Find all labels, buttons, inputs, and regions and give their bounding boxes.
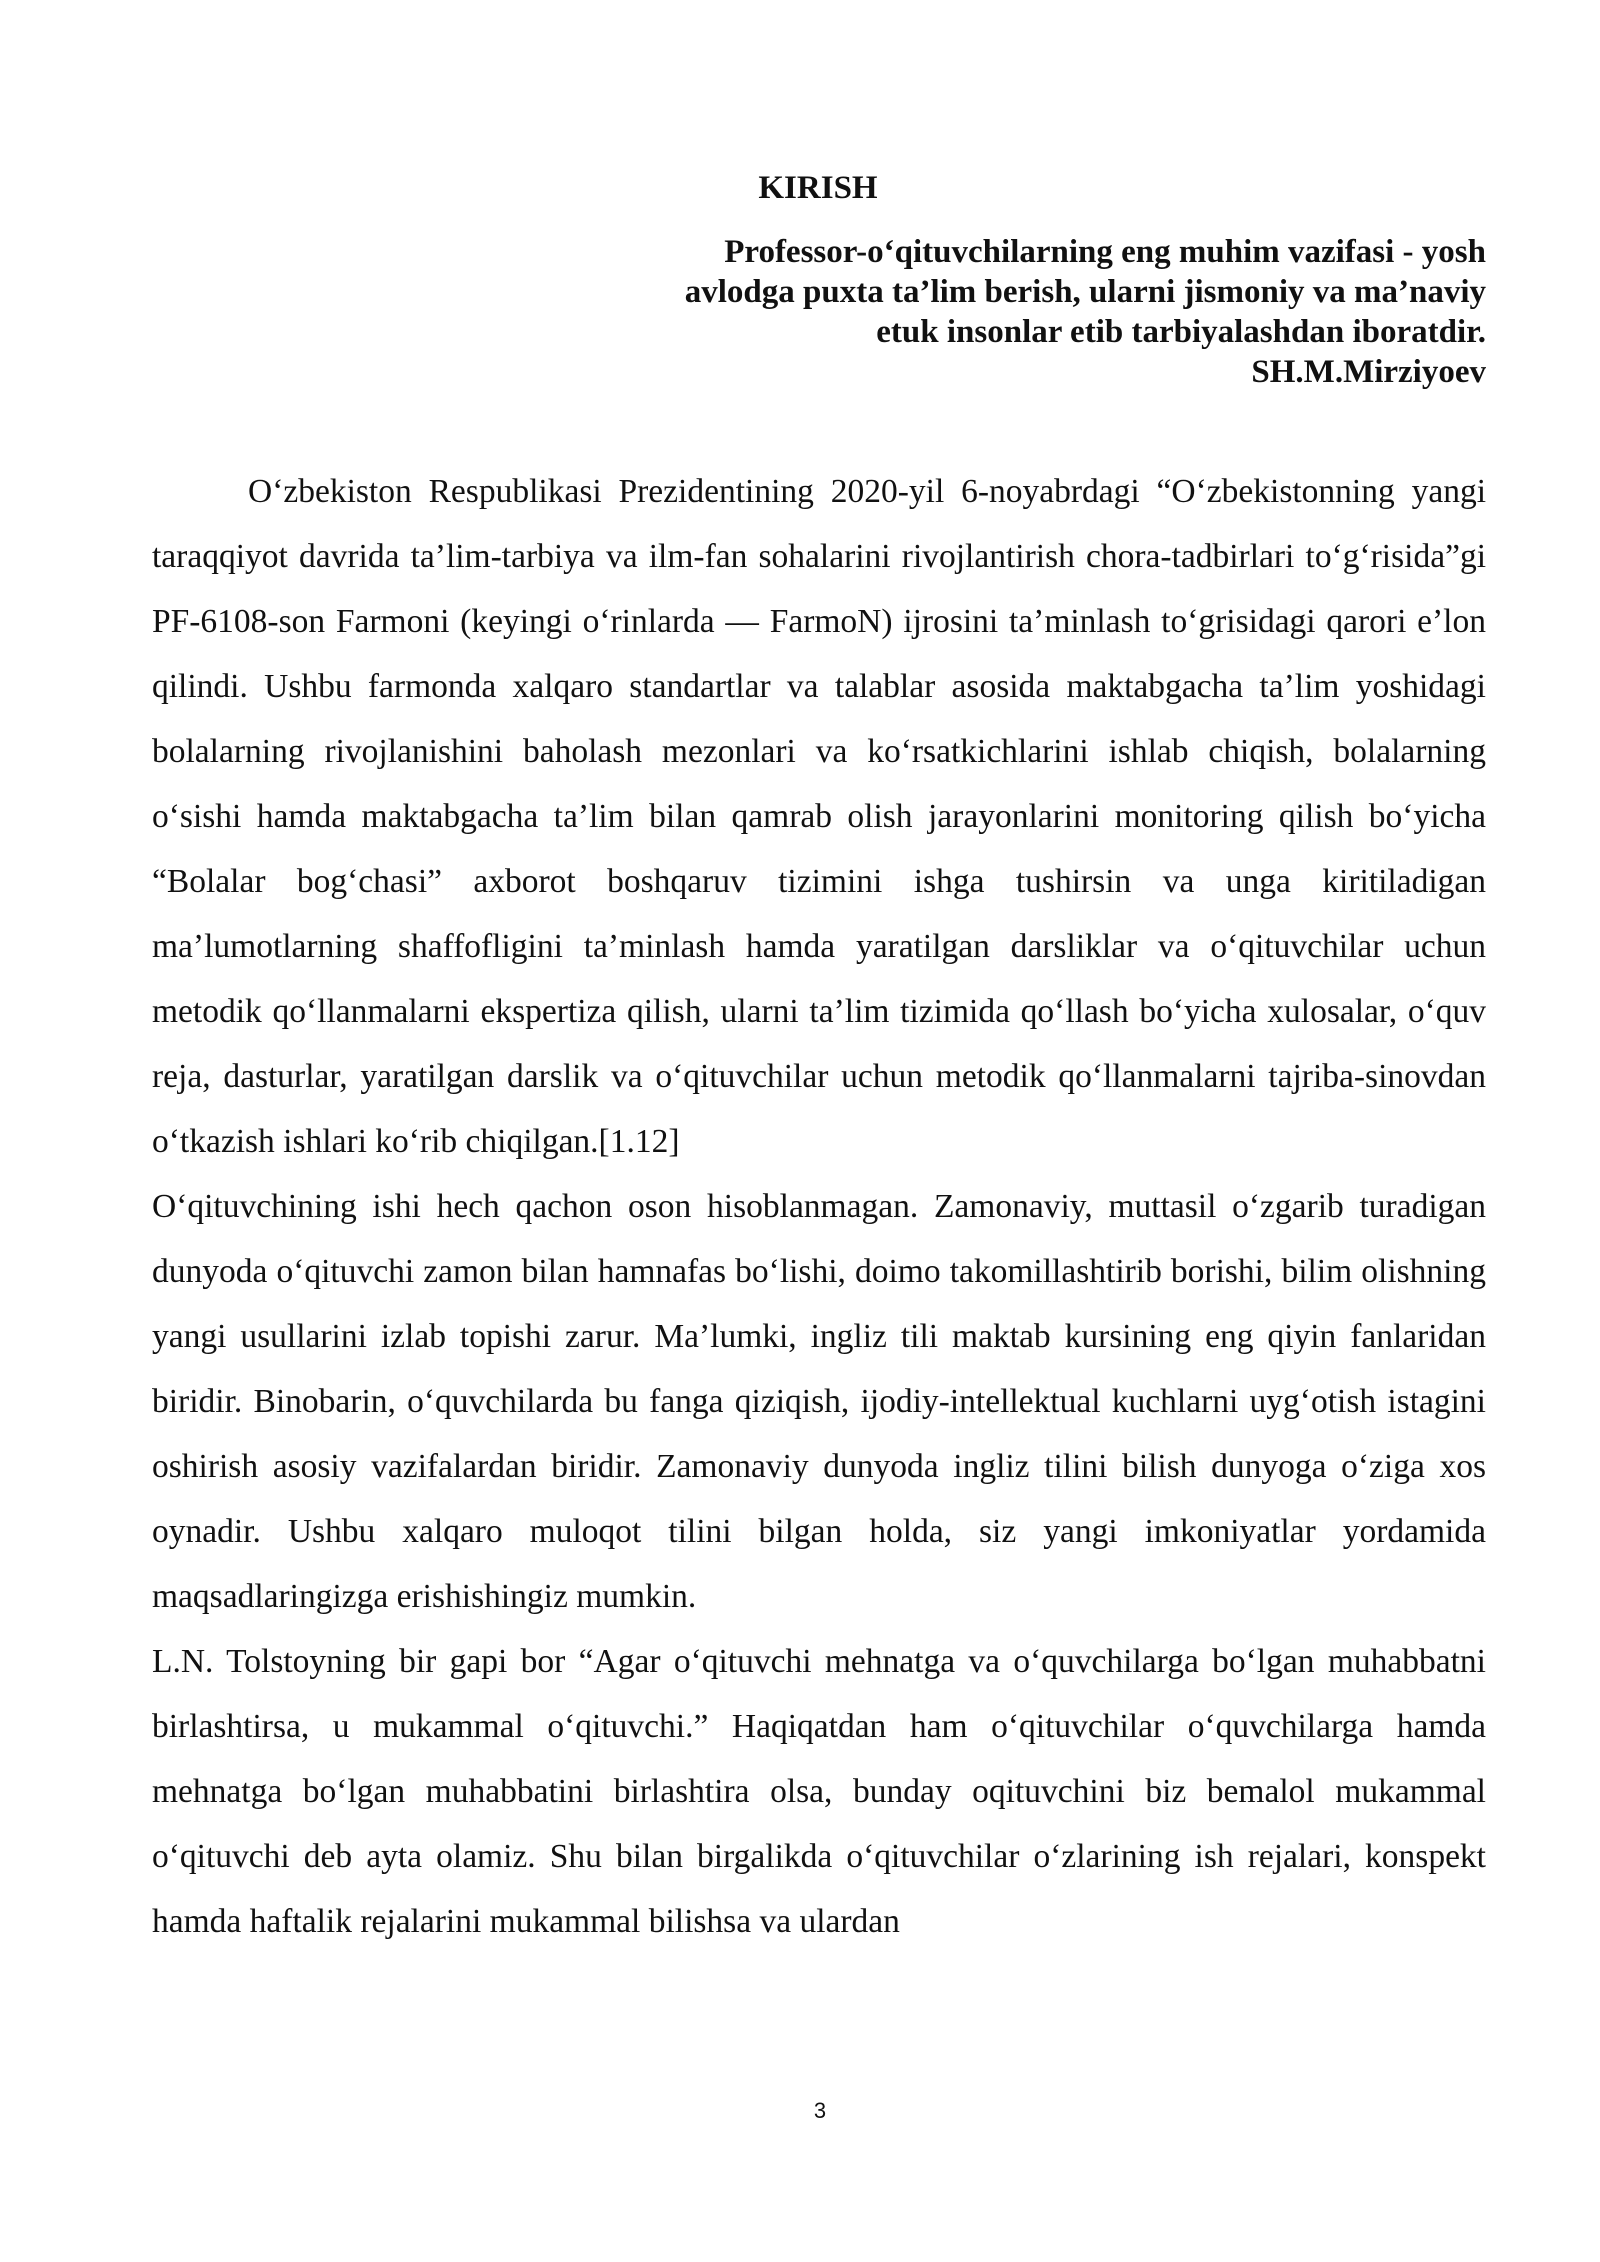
- epigraph-author: SH.M.Mirziyoev: [1251, 354, 1486, 390]
- epigraph-line: etuk insonlar etib tarbiyalashdan iboratdir.: [876, 314, 1486, 350]
- page-number: 3: [813, 2098, 827, 2123]
- paragraph-decree: O‘zbekiston Respublikasi Prezidentining 2020-yil 6-noyabrdagi “O‘zbekistonning yangi taraqqiyot davrida ta’lim-tarbiya va ilm-fan sohalarini rivojlantirish chora-tadbirlari to‘g‘risida”gi PF-6108-son Farmoni (keyingi o‘rinlarda — FarmoN) ijrosini ta’minlash to‘grisidagi qarori e’lon qilindi. Ushbu farmonda xalqaro standartlar va talablar asosida maktabgacha ta’lim yoshidagi bolalarning rivojlanishini baholash mezonlari va ko‘rsatkichlarini ishlab chiqish, bolalarning o‘sishi hamda maktabgacha ta’lim bilan qamrab olish jarayonlarini monitoring qilish bo‘yicha “Bolalar bog‘chasi” axborot boshqaruv tizimini ishga tushirsin va unga kiritiladigan ma’lumotlarning shaffofligini ta’minlash hamda yaratilgan darsliklar va o‘qituvchilar uchun metodik qo‘llanmalarni ekspertiza qilish, ularni ta’lim tizimida qo‘llash bo‘yicha xulosalar, o‘quv reja, dasturlar, yaratilgan darslik va o‘qituvchilar uchun metodik qo‘llanmalarni tajriba-sinovdan o‘tkazish ishlari ko‘rib chiqilgan.[1.12]: [152, 473, 1486, 1160]
- epigraph-line: avlodga puxta ta’lim berish, ularni jismoniy va ma’naviy: [684, 274, 1486, 310]
- epigraph-line: Professor-o‘qituvchilarning eng muhim vazifasi - yosh: [724, 234, 1486, 270]
- paragraph-teacher: O‘qituvchining ishi hech qachon oson hisoblanmagan. Zamonaviy, muttasil o‘zgarib turadigan dunyoda o‘qituvchi zamon bilan hamnafas bo‘lishi, doimo takomillashtirib borishi, bilim olishning yangi usullarini izlab topishi zarur. Ma’lumki, ingliz tili maktab kursining eng qiyin fanlaridan biridir. Binobarin, o‘quvchilarda bu fanga qiziqish, ijodiy-intellektual kuchlarni uyg‘otish istagini oshirish asosiy vazifalardan biridir. Zamonaviy dunyoda ingliz tilini bilish dunyoga o‘ziga xos oynadir. Ushbu xalqaro muloqot tilini bilgan holda, siz yangi imkoniyatlar yordamida maqsadlaringizga erishishingiz mumkin.: [152, 1188, 1486, 1615]
- paragraph-tolstoy: L.N. Tolstoyning bir gapi bor “Agar o‘qituvchi mehnatga va o‘quvchilarga bo‘lgan muhabbatni birlashtirsa, u mukammal o‘qituvchi.” Haqiqatdan ham o‘qituvchilar o‘quvchilarga hamda mehnatga bo‘lgan muhabbatini birlashtira olsa, bunday oqituvchini biz bemalol mukammal o‘qituvchi deb ayta olamiz. Shu bilan birgalikda o‘qituvchilar o‘zlarining ish rejalari, konspekt hamda haftalik rejalarini mukammal bilishsa va ulardan: [152, 1643, 1486, 1940]
- epigraph: [486, 232, 1486, 392]
- body-text: [152, 459, 1486, 1954]
- section-title: KIRISH: [758, 170, 878, 206]
